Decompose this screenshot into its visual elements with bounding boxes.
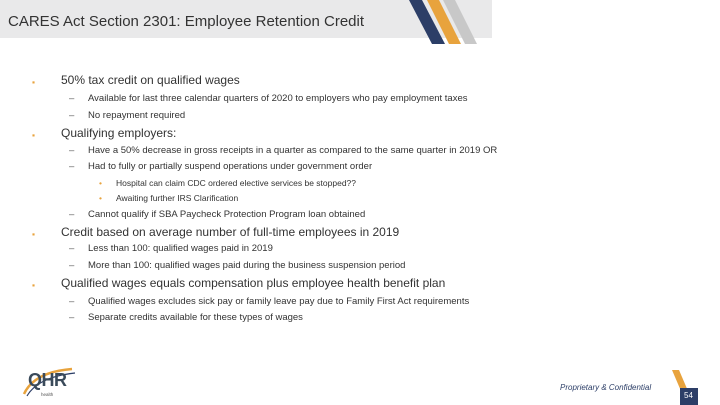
bullet-1: 50% tax credit on qualified wages bbox=[61, 73, 240, 87]
dash-icon: – bbox=[69, 145, 75, 156]
slide-title: CARES Act Section 2301: Employee Retention Credit bbox=[8, 13, 365, 30]
sub-bullet: No repayment required bbox=[88, 110, 186, 121]
sub-bullet: Separate credits available for these types of wages bbox=[88, 312, 303, 323]
sub-sub-bullet: Awaiting further IRS Clarification bbox=[116, 193, 239, 203]
page-number: 54 bbox=[684, 391, 693, 400]
sub-bullet: Available for last three calendar quarters of 2020 to employers who pay employment taxes bbox=[88, 93, 468, 104]
sub-bullet: Qualified wages excludes sick pay or family leave pay due to Family First Act requirements bbox=[88, 296, 470, 307]
bullet-2: Qualifying employers: bbox=[61, 126, 177, 140]
dash-icon: – bbox=[69, 243, 75, 254]
sub-sub-bullet: Hospital can claim CDC ordered elective services be stopped?? bbox=[116, 178, 357, 188]
sub-bullet: Have a 50% decrease in gross receipts in a quarter as compared to the same quarter in 2019 OR bbox=[88, 145, 498, 156]
dash-icon: – bbox=[69, 296, 75, 307]
bullet-4: Qualified wages equals compensation plus employee health benefit plan bbox=[61, 276, 446, 290]
sub-bullet: Had to fully or partially suspend operations under government order bbox=[88, 161, 373, 172]
sub-bullet: Cannot qualify if SBA Paycheck Protection Program loan obtained bbox=[88, 209, 366, 220]
small-bullet-icon: • bbox=[99, 178, 102, 188]
dash-icon: – bbox=[69, 93, 75, 104]
page-badge-icon bbox=[668, 370, 698, 405]
confidential-note: Proprietary & Confidential bbox=[560, 383, 652, 392]
logo-text: QHR bbox=[28, 370, 67, 390]
square-bullet-icon: ▪ bbox=[32, 77, 36, 87]
logo-subtitle: health bbox=[41, 392, 54, 397]
sub-bullet: More than 100: qualified wages paid during the business suspension period bbox=[88, 260, 406, 271]
sub-bullet: Less than 100: qualified wages paid in 2019 bbox=[88, 243, 273, 254]
dash-icon: – bbox=[69, 110, 75, 121]
dash-icon: – bbox=[69, 161, 75, 172]
square-bullet-icon: ▪ bbox=[32, 280, 36, 290]
dash-icon: – bbox=[69, 312, 75, 323]
square-bullet-icon: ▪ bbox=[32, 130, 36, 140]
dash-icon: – bbox=[69, 260, 75, 271]
square-bullet-icon: ▪ bbox=[32, 229, 36, 239]
bullet-3: Credit based on average number of full-time employees in 2019 bbox=[61, 225, 400, 239]
dash-icon: – bbox=[69, 209, 75, 220]
small-bullet-icon: • bbox=[99, 193, 102, 203]
